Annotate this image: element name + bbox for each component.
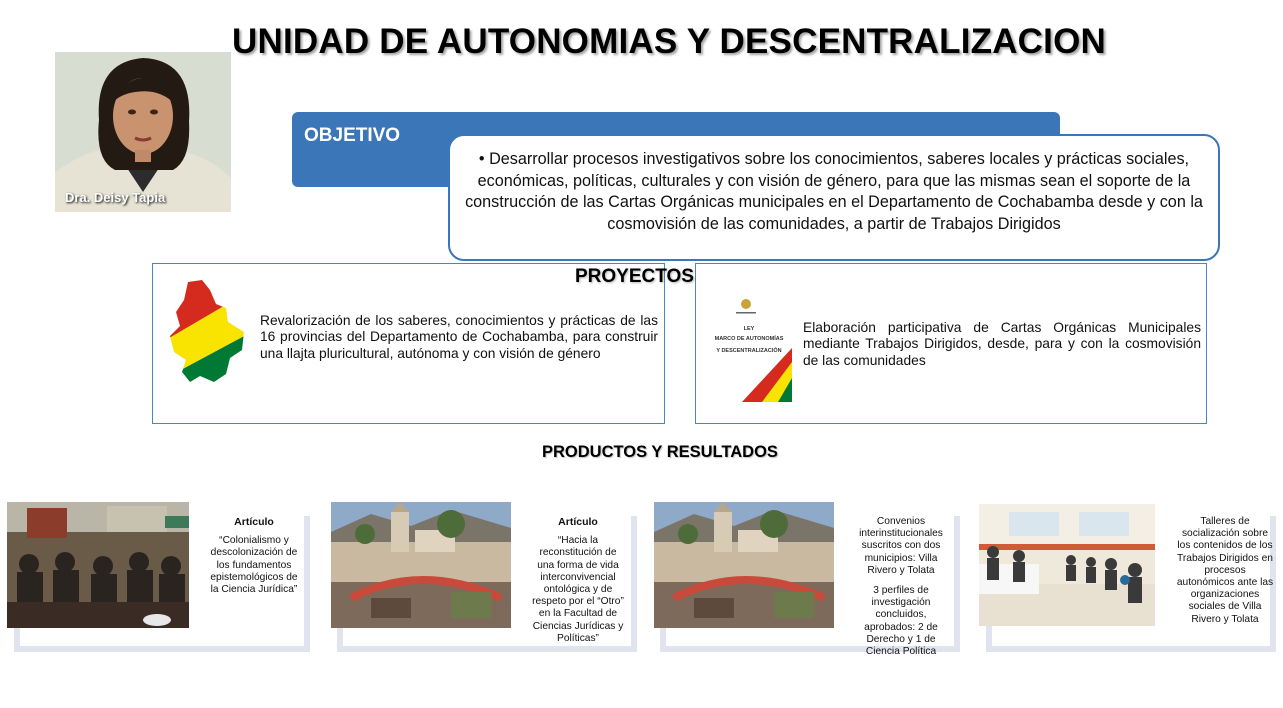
product-3-body-2: 3 perfiles de investigación concluidos, aprobados: 2 de Derecho y 1 de Ciencia Política (864, 585, 938, 658)
objective-text: • Desarrollar procesos investigativos sobre los conocimientos, saberes locales y prácticas sociales, económicas, políticas, culturales y con visión de género, para que las mismas sean el soporte de la construcción de las Cartas Orgánicas municipales en el Departamento de Cochabamba desde y con la cosmovisión de las comunidades, a partir de Trabajos Dirigidos (448, 134, 1220, 261)
product-4-body: Talleres de socialización sobre los contenidos de los Trabajos Dirigidos en procesos autonómicos ante las organizaciones sociales de Villa Rivero y Tolata (1176, 516, 1274, 625)
product-1-heading: Artículo (234, 516, 274, 528)
ley-subtitle-1: MARCO DE AUTONOMÍAS (714, 336, 784, 342)
meeting-photo (7, 502, 189, 628)
ley-subtitle-2: Y DESCENTRALIZACIÓN (716, 348, 782, 354)
cochabamba-flag-map-icon (166, 278, 248, 386)
page-title: UNIDAD DE AUTONOMIAS Y DESCENTRALIZACION (232, 22, 1106, 61)
product-2-body: “Hacia la reconstitución de una forma de vida interconvivencial ontológica y de respeto por el “Otro” en la Facultad de Ciencias Jurídicas y Políticas” (532, 535, 624, 644)
product-photo-3 (654, 502, 834, 628)
products-title: PRODUCTOS Y RESULTADOS (542, 443, 778, 461)
ley-title: LEY (743, 326, 755, 332)
product-1-body: “Colonialismo y descolonización de los fundamentos epistemológicos de la Ciencia Jurídica” (210, 535, 298, 596)
ley-marco-document-icon (706, 296, 792, 402)
product-2-text (530, 516, 626, 645)
portrait-photo (55, 52, 231, 212)
portrait-caption: Dra. Deisy Tapia (65, 190, 166, 205)
product-photo-2 (331, 502, 511, 628)
project-2-text: Elaboración participativa de Cartas Orgánicas Municipales mediante Trabajos Dirigidos, desde, para y con la cosmovisión de las comunidades (803, 320, 1201, 368)
project-1-text: Revalorización de los saberes, conocimientos y prácticas de las 16 provincias del Departamento de Cochabamba, para construir una llajta pluricultural, autónoma y con visión de género (260, 313, 658, 361)
product-photo-1 (7, 502, 189, 628)
person-image (55, 52, 231, 212)
projects-title: PROYECTOS (575, 266, 694, 287)
product-3-text (854, 516, 948, 658)
town-plaza-photo-2 (654, 502, 834, 628)
product-photo-4 (979, 504, 1155, 626)
product-3-body: Convenios interinstitucionales suscritos con dos municipios: Villa Rivero y Tolata (859, 516, 943, 576)
product-4-text (1176, 516, 1274, 626)
town-plaza-photo (331, 502, 511, 628)
product-2-heading: Artículo (558, 516, 598, 528)
workshop-photo (979, 504, 1155, 626)
product-1-text (208, 516, 300, 596)
objective-label: OBJETIVO (304, 125, 401, 146)
